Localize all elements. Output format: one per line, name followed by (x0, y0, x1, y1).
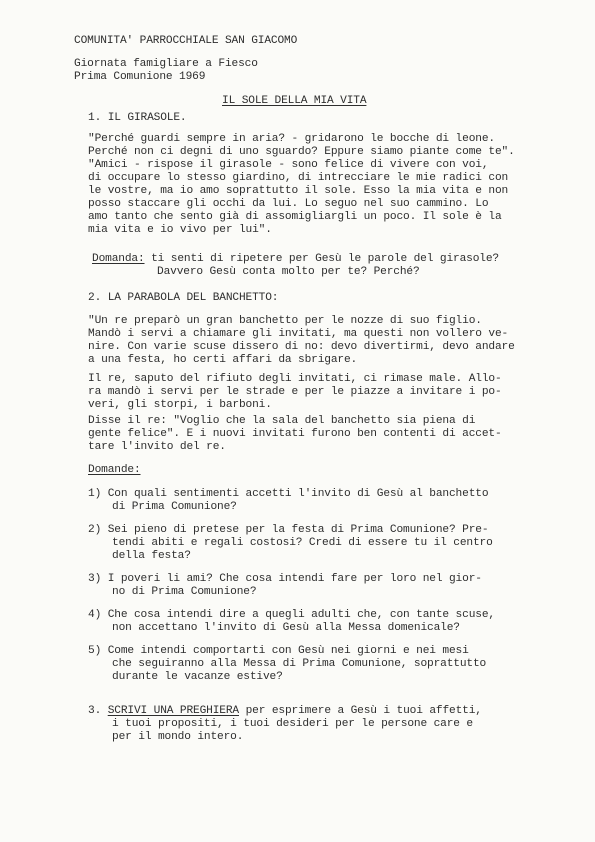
question-5: 5) Come intendi comportarti con Gesù nei giorni e nei mesi (88, 645, 469, 657)
domande-label: Domande: (88, 464, 141, 476)
question-5-cont: durante le vacanze estive? (112, 671, 283, 683)
section-2-line: Disse il re: "Voglio che la sala del banchetto sia piena di (88, 415, 476, 427)
question-2: 2) Sei pieno di pretese per la festa di Prima Comunione? Pre- (88, 524, 489, 536)
section-2-heading: 2. LA PARABOLA DEL BANCHETTO: (88, 292, 279, 304)
section-2-line: tare l'invito del re. (88, 441, 226, 453)
section-3-line-3: per il mondo intero. (112, 731, 244, 743)
question-3: 3) I poveri li ami? Che cosa intendi fare per loro nel gior- (88, 573, 482, 585)
question-4-cont: non accettano l'invito di Gesù alla Messa domenicale? (112, 622, 460, 634)
event-line-1: Giornata famigliare a Fiesco (74, 58, 258, 70)
section-1-line: di occupare lo stesso giardino, di intrecciare le mie radici con (88, 172, 509, 184)
section-2-line: veri, gli storpi, i barboni. (88, 399, 272, 411)
section-1-line: mia vita e io vivo per lui". (88, 224, 272, 236)
section-1-line: "Amici - rispose il girasole - sono felice di vivere con voi, (88, 159, 489, 171)
event-line-2: Prima Comunione 1969 (74, 71, 206, 83)
section-2-line: Il re, saputo del rifiuto degli invitati, ci rimase male. Allo- (88, 373, 502, 385)
section-2-line: gente felice". E i nuovi invitati furono ben contenti di accet- (88, 428, 502, 440)
question-2-cont: della festa? (112, 550, 191, 562)
question-1: 1) Con quali sentimenti accetti l'invito di Gesù al banchetto (88, 488, 489, 500)
section-2-line: nire. Con varie scuse dissero di no: devo divertirmi, devo andare (88, 341, 515, 353)
section-2-line: "Un re preparò un gran banchetto per le nozze di suo figlio. (88, 315, 482, 327)
section-2-line: a una festa, ho certi affari da sbrigare. (88, 354, 358, 366)
section-1-line: Perché non ci degni di uno sguardo? Eppure siamo piante come te". (88, 146, 515, 158)
section-1-line: le vostre, ma io amo soprattutto il sole. Esso la mia vita e non (88, 185, 509, 197)
question-3-cont: no di Prima Comunione? (112, 586, 257, 598)
question-1-cont: di Prima Comunione? (112, 501, 237, 513)
domanda-row (92, 253, 499, 266)
section-3-text: per esprimere a Gesù i tuoi affetti, (239, 705, 482, 717)
section-3-label: SCRIVI UNA PREGHIERA (107, 705, 239, 717)
question-5-cont: che seguiranno alla Messa di Prima Comunione, soprattutto (112, 658, 487, 670)
section-3-number: 3. (88, 705, 102, 717)
page-title: IL SOLE DELLA MIA VITA (222, 95, 367, 107)
question-2-cont: tendi abiti e regali costosi? Credi di essere tu il centro (112, 537, 493, 549)
domanda-label: Domanda: (92, 253, 145, 265)
parish-name: COMUNITA' PARROCCHIALE SAN GIACOMO (74, 35, 298, 47)
section-3-line-2: i tuoi propositi, i tuoi desideri per le persone care e (112, 718, 473, 730)
section-1-line: amo tanto che sento già di assomigliargli un poco. Il sole è la (88, 211, 502, 223)
section-2-line: ra mandò i servi per le strade e per le piazze a invitare i po- (88, 386, 502, 398)
section-2-line: Mandò i servi a chiamare gli invitati, ma questi non vollero ve- (88, 328, 509, 340)
domanda-text-2: Davvero Gesù conta molto per te? Perché? (157, 266, 420, 278)
question-4: 4) Che cosa intendi dire a quegli adulti che, con tante scuse, (88, 609, 495, 621)
section-1-line: "Perché guardi sempre in aria? - gridarono le bocche di leone. (88, 133, 495, 145)
section-1-line: posso staccare gli occhi da lui. Lo seguo nel suo cammino. Lo (88, 198, 489, 210)
section-3-row (88, 705, 482, 718)
domanda-text: ti senti di ripetere per Gesù le parole del girasole? (144, 253, 499, 265)
section-1-heading: 1. IL GIRASOLE. (88, 112, 187, 124)
